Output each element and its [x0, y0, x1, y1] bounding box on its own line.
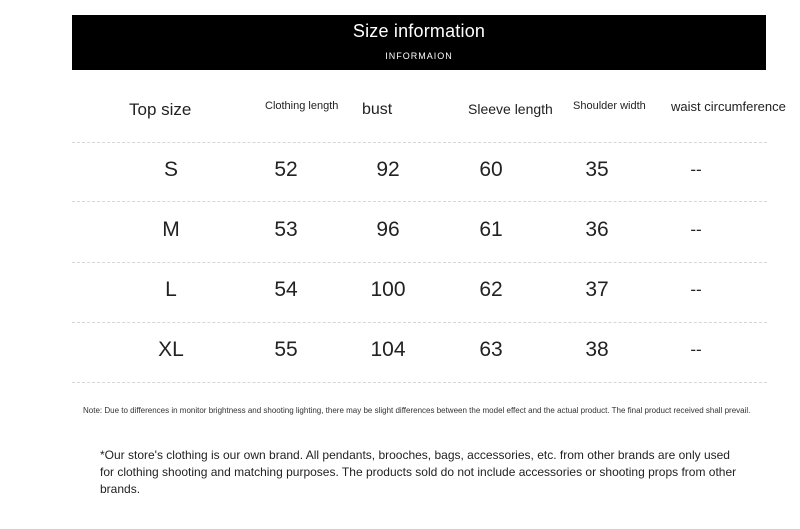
sleeve-length-cell: 60	[479, 158, 503, 181]
table-row	[0, 278, 800, 318]
shoulder-width-cell: 35	[585, 158, 609, 181]
header-waist-circumference: waist circumference	[671, 99, 786, 114]
header-clothing-length: Clothing length	[265, 100, 339, 112]
row-divider	[72, 262, 767, 263]
header-sleeve-length: Sleeve length	[468, 101, 553, 117]
waist-circumference-cell: --	[690, 280, 702, 299]
size-cell: L	[165, 278, 177, 301]
clothing-length-cell: 55	[274, 338, 298, 361]
table-row	[0, 338, 800, 378]
brand-disclaimer: *Our store's clothing is our own brand. All pendants, brooches, bags, accessories, etc. from other brands are only used for clothing shooting and matching purposes. The products sold do not include accessories or shooting props from other brands.	[100, 448, 737, 496]
table-row	[0, 158, 800, 198]
waist-circumference-cell: --	[690, 340, 702, 359]
row-divider	[72, 201, 767, 202]
waist-circumference-cell: --	[690, 160, 702, 179]
banner-title: Size information	[352, 21, 486, 41]
row-divider	[72, 382, 767, 383]
header-bust: bust	[362, 101, 393, 118]
banner-subtitle: INFORMAION	[385, 51, 453, 61]
waist-circumference-cell: --	[690, 220, 702, 239]
bust-cell: 100	[370, 278, 406, 301]
size-info-banner	[72, 15, 766, 70]
size-cell: M	[162, 218, 180, 241]
clothing-length-cell: 53	[274, 218, 298, 241]
sleeve-length-cell: 62	[479, 278, 503, 301]
row-divider	[72, 142, 767, 143]
size-cell: S	[163, 158, 179, 181]
bust-cell: 104	[370, 338, 406, 361]
shoulder-width-cell: 36	[585, 218, 609, 241]
clothing-length-cell: 52	[274, 158, 298, 181]
sleeve-length-cell: 63	[479, 338, 503, 361]
header-top-size: Top size	[129, 100, 192, 119]
row-divider	[72, 322, 767, 323]
sleeve-length-cell: 61	[479, 218, 503, 241]
bust-cell: 92	[376, 158, 400, 181]
measurement-note: Note: Due to differences in monitor brightness and shooting lighting, there may be slight differences between the model effect and the actual product. The final product received shall prevail.	[83, 406, 751, 415]
table-row	[0, 218, 800, 258]
shoulder-width-cell: 38	[585, 338, 609, 361]
size-cell: XL	[158, 338, 184, 361]
clothing-length-cell: 54	[274, 278, 298, 301]
bust-cell: 96	[376, 218, 400, 241]
header-shoulder-width: Shoulder width	[573, 100, 646, 112]
shoulder-width-cell: 37	[585, 278, 609, 301]
